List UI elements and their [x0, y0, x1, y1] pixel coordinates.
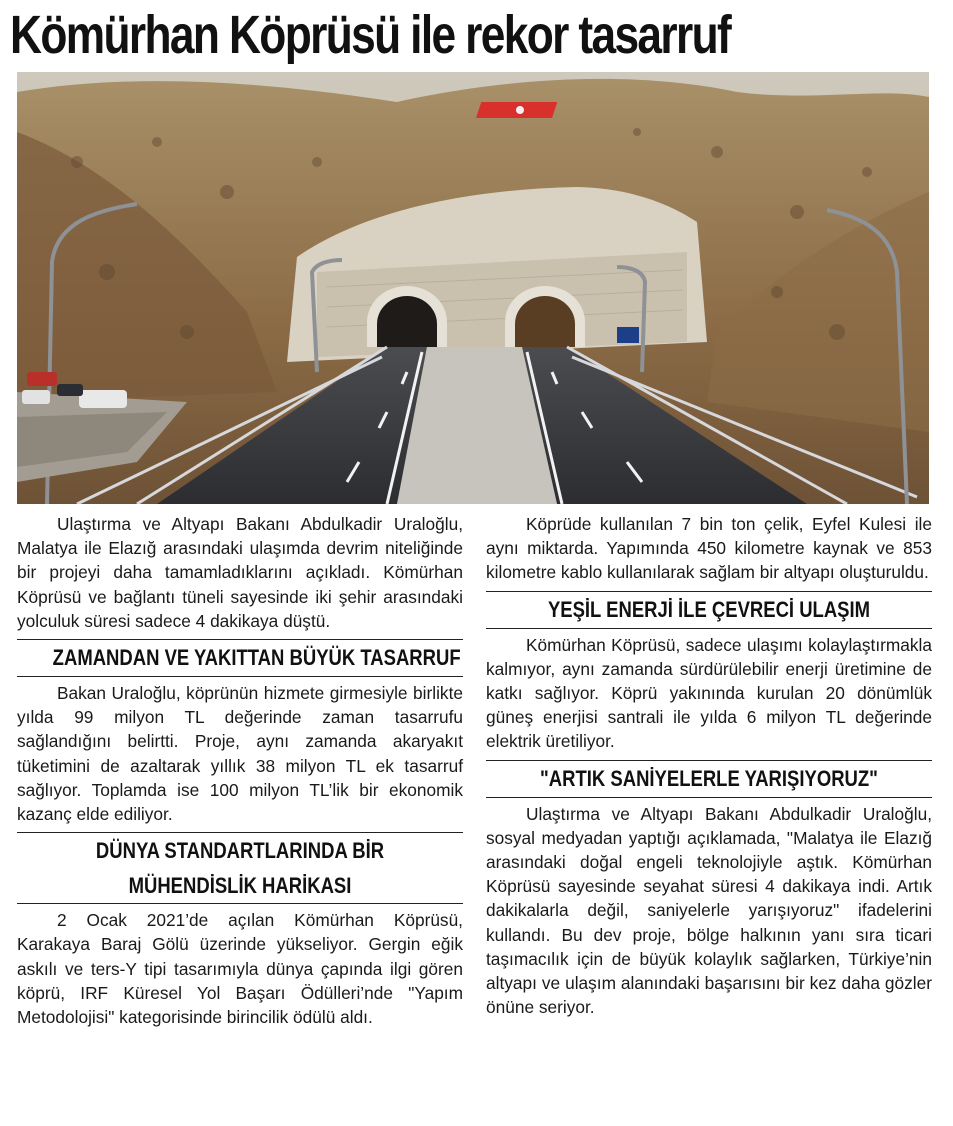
article-headline: Kömürhan Köprüsü ile rekor tasarruf [10, 5, 731, 65]
section-heading-wrap [486, 592, 932, 629]
turkish-flag-icon [476, 102, 557, 118]
section-heading-savings: ZAMANDAN VE YAKITTAN BÜYÜK TASARRUF [52, 645, 461, 671]
left-column [17, 512, 463, 1029]
section-heading-quote: "ARTIK SANİYELERLE YARIŞIYORUZ" [540, 765, 878, 791]
tunnel-road-photo [17, 72, 929, 504]
section-heading-green-energy: YEŞİL ENERJİ İLE ÇEVRECİ ULAŞIM [547, 596, 871, 622]
steel-paragraph: Köprüde kullanılan 7 bin ton çelik, Eyfel Kulesi ile aynı miktarda. Yapımında 450 kilometre kaynak ve 853 kilometre kablo kullanılarak sağlam bir altyapı oluşturuldu. [486, 514, 932, 583]
engineering-paragraph: 2 Ocak 2021’de açılan Kömürhan Köprüsü, Karakaya Baraj Gölü üzerinde yükseliyor. Gergin eğik askılı ve ters-Y tipi tasarımıyla dünya çapında ilgi gören köprü, IRF Küresel Yol Başarı Ödülleri’nde "Yapım Metodolojisi" kategorisinde birincilik ödülü aldı. [17, 910, 463, 1028]
section-heading-engineering-line1: DÜNYA STANDARTLARINDA BİR [95, 838, 385, 864]
right-column [486, 512, 932, 1019]
intro-paragraph: Ulaştırma ve Altyapı Bakanı Abdulkadir Uraloğlu, Malatya ile Elazığ arasındaki ulaşımda devrim niteliğinde bir projeyi daha tamamladıklarını açıkladı. Kömürhan Köprüsü ve bağlantı tüneli sayesinde iki şehir arasındaki yolculuk süresi sadece 4 dakikaya düştü. [17, 514, 463, 631]
section-heading-wrap [486, 761, 932, 798]
section-heading-engineering-line2: MÜHENDİSLİK HARİKASI [128, 873, 352, 899]
savings-paragraph: Bakan Uraloğlu, köprünün hizmete girmesiyle birlikte yılda 99 milyon TL değerinde zaman tasarrufu sağlandığını belirtti. Proje, aynı zamanda akaryakıt tüketimini de azaltarak yıllık 38 milyon TL ek tasarruf sağlıyor. Toplamda ise 100 milyon TL’lik bir ekonomik kazanç elde ediliyor. [17, 683, 463, 825]
section-heading-wrap [17, 833, 463, 904]
green-energy-paragraph: Kömürhan Köprüsü, sadece ulaşımı kolaylaştırmakla kalmıyor, aynı zamanda sürdürülebilir enerji üretimine de katkı sağlıyor. Köprü yakınında kurulan 20 dönümlük güneş enerjisi santrali ile yılda 6 milyon TL değerinde elektrik üretiliyor. [486, 634, 932, 752]
quote-paragraph: Ulaştırma ve Altyapı Bakanı Abdulkadir Uraloğlu, sosyal medyadan yaptığı açıklamada, "Malatya ile Elazığ arasındaki doğal engeli teknolojiyle aştık. Kömürhan Köprüsü sayesinde seyahat süresi 4 dakikaya indi. Artık dakikalarla değil, saniyelerle yarışıyoruz" ifadelerini kullandı. Bu dev proje, bölge halkının yanı sıra ticari taşımacılık için de büyük kolaylık sağlarken, Türkiye’nin altyapı ve ulaşım alanındaki başarısını bir kez daha gözler önüne seriyor. [486, 803, 932, 1018]
section-heading-wrap [17, 640, 463, 677]
